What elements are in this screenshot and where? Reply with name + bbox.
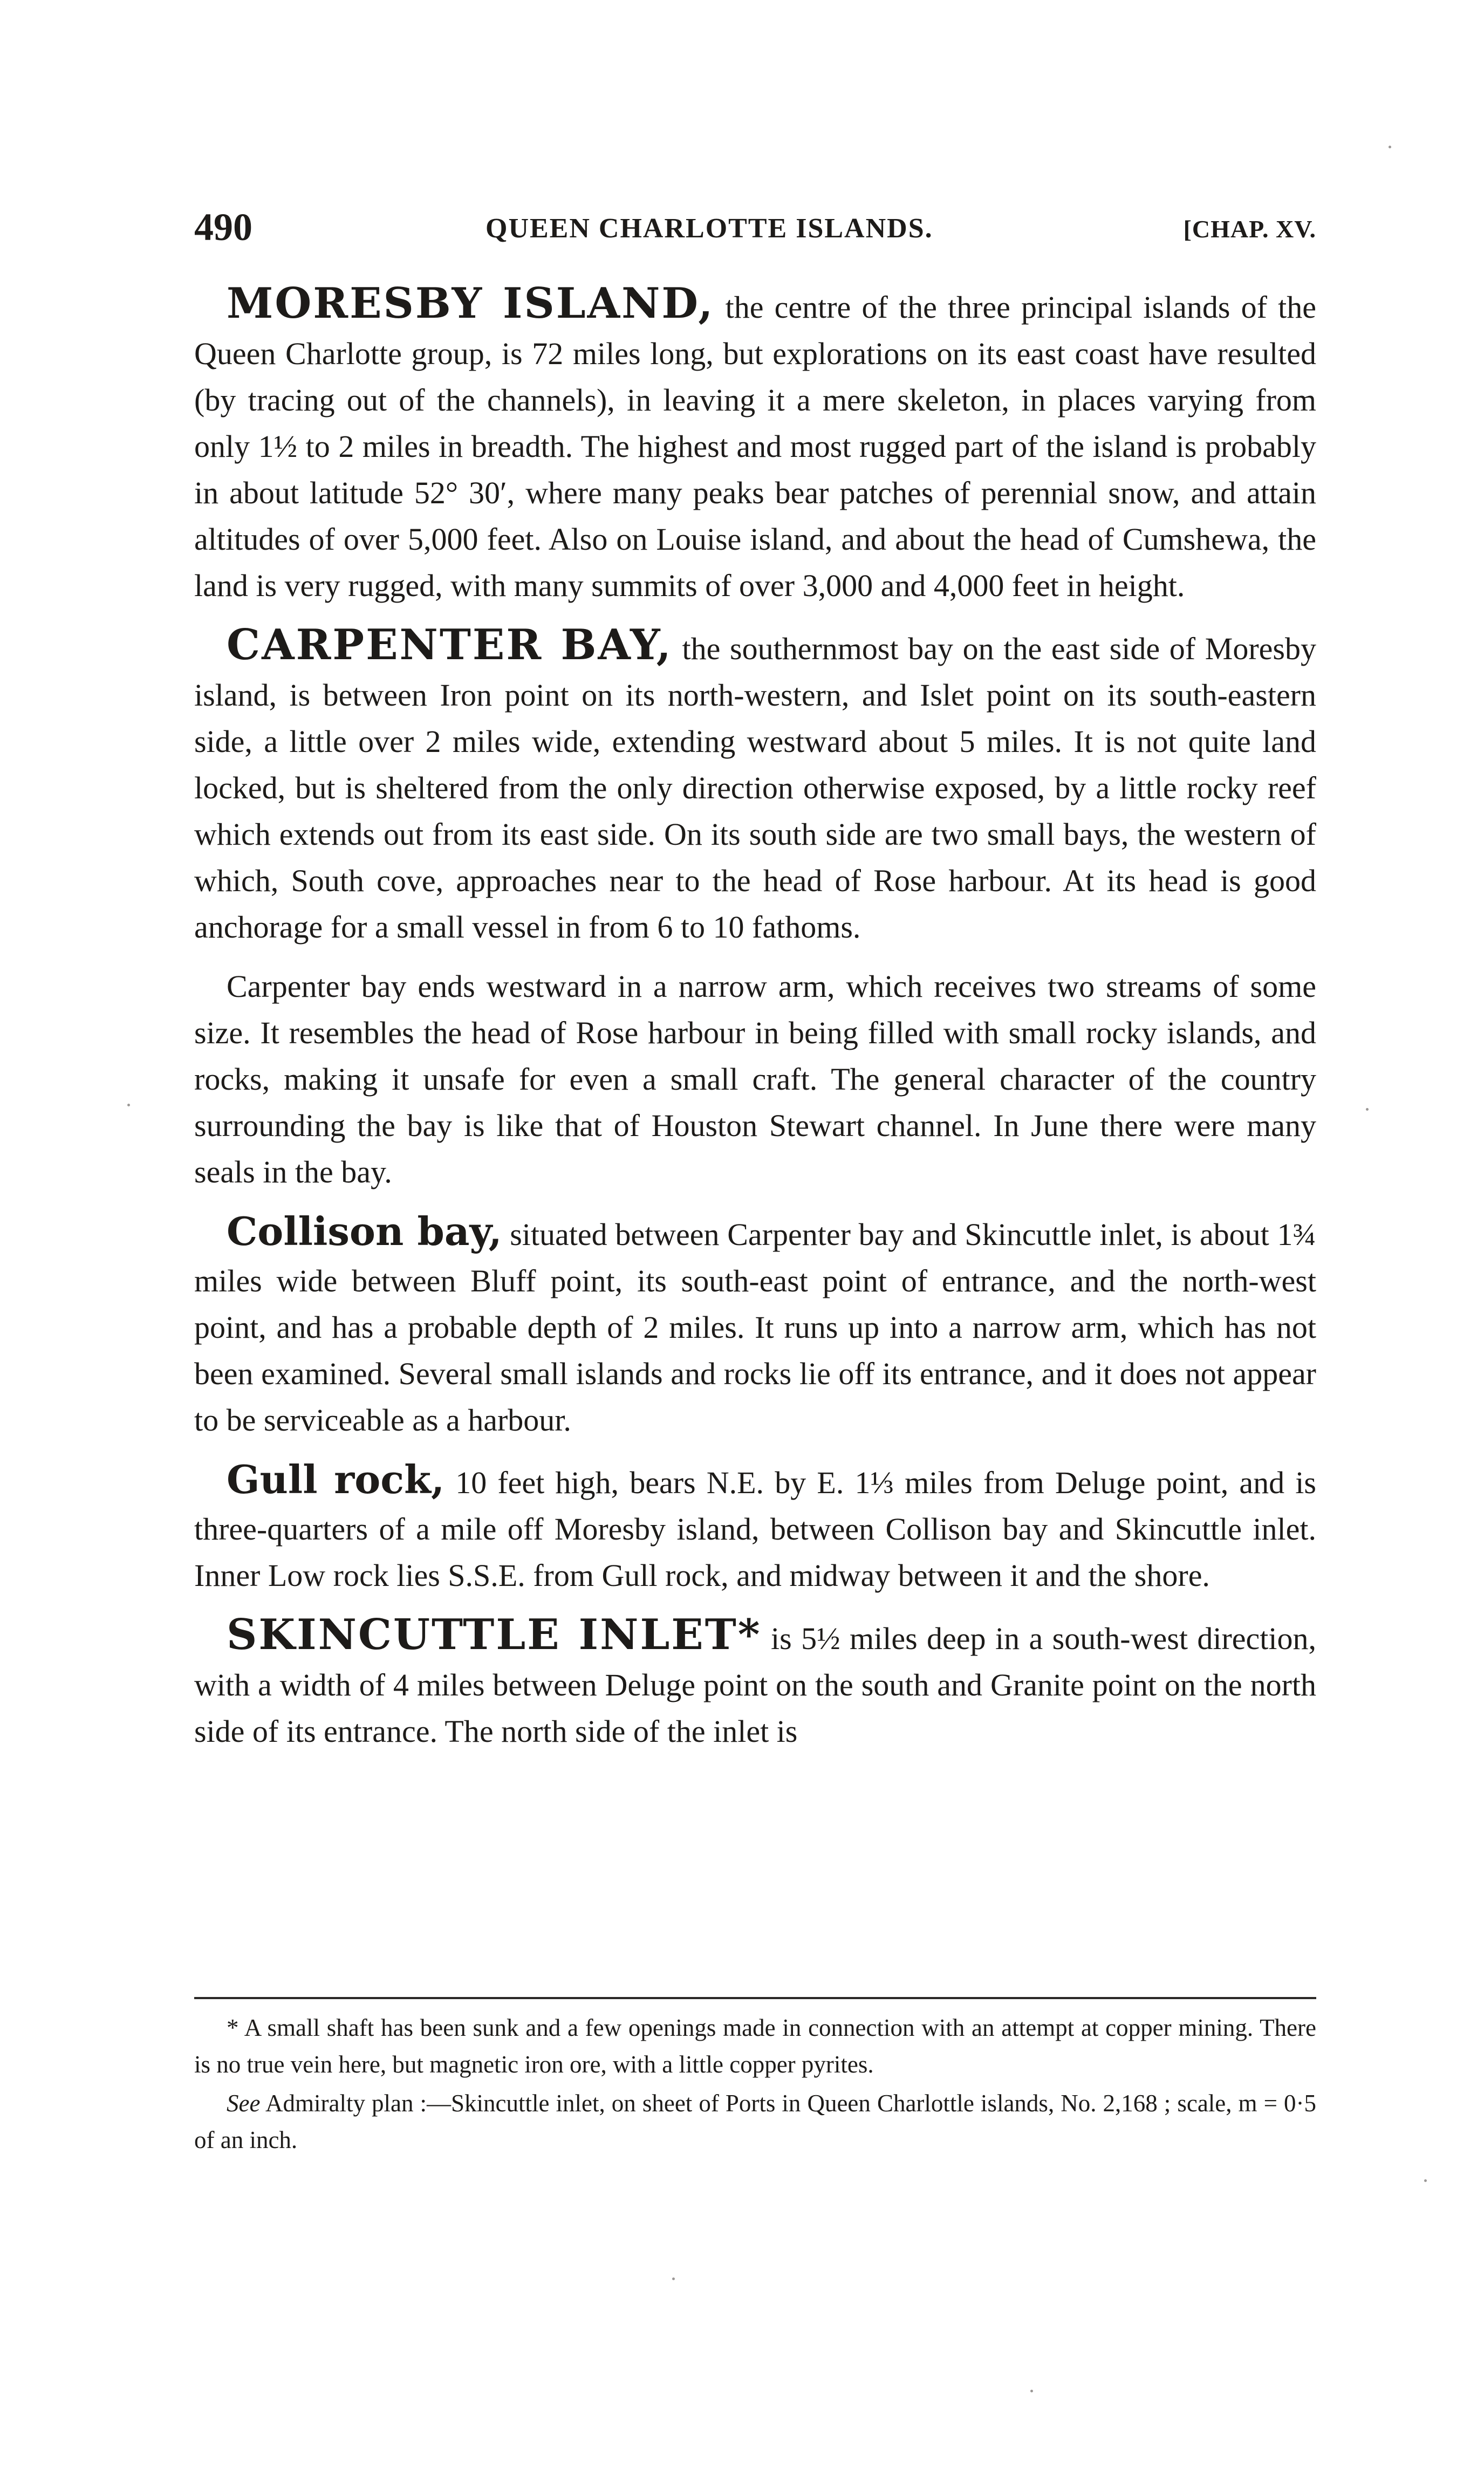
- footnote-admiralty-plan: [194, 2085, 1316, 2158]
- paper-speck: [1389, 146, 1391, 148]
- paragraph-text: is 5½ miles deep in a south-west direction, with a width of 4 miles between Deluge point on the south and Granite point on the north side of its entrance. The north side of the inlet is: [194, 1621, 1316, 1749]
- running-title: QUEEN CHARLOTTE ISLANDS.: [485, 213, 933, 244]
- footnote-see-word: See: [227, 2090, 261, 2117]
- section-heading-carpenter-bay: CARPENTER BAY,: [227, 620, 673, 669]
- footnote-plan-text: Admiralty plan :—Skincuttle inlet, on sheet of Ports in Queen Charlottle islands, No. 2,168 ; scale, m = 0·5 of an inch.: [194, 2090, 1316, 2153]
- paper-speck: [672, 2277, 675, 2280]
- page-number: 490: [194, 206, 252, 249]
- section-heading-moresby-island: MORESBY ISLAND,: [227, 279, 715, 328]
- paragraph-gull-rock: [194, 1456, 1316, 1599]
- paper-speck: [1424, 2179, 1427, 2182]
- section-heading-gull-rock: Gull rock,: [227, 1456, 445, 1502]
- footnote-copper-mining: * A small shaft has been sunk and a few openings made in connection with an attempt at copper mining. There is no true vein here, but magnetic iron ore, with a little copper pyrites.: [194, 2014, 1316, 2078]
- paragraph-collison-bay: [194, 1208, 1316, 1444]
- paper-speck: [127, 1104, 130, 1106]
- section-heading-skincuttle-inlet: SKINCUTTLE INLET*: [227, 1610, 762, 1659]
- paragraph-skincuttle-inlet: [194, 1612, 1316, 1755]
- paragraph-text: situated between Carpenter bay and Skincuttle inlet, is about 1¾ miles wide between Bluff point, its south-east point of entrance, and the north-west point, and has a probable depth of 2 miles. It runs up into a narrow arm, which has not been examined. Several small islands and rocks lie off its entrance, and it does not appear to be serviceable as a harbour.: [194, 1217, 1316, 1438]
- chapter-label: [CHAP. XV.: [1183, 215, 1316, 243]
- paper-speck: [1030, 2390, 1033, 2392]
- paper-speck: [1366, 1108, 1369, 1111]
- paragraph-carpenter-bay-2: Carpenter bay ends westward in a narrow arm, which receives two streams of some size. It resembles the head of Rose harbour in being filled with small rocky islands, and rocks, making it unsafe for even a small craft. The general character of the country surrounding the bay is like that of Houston Stewart channel. In June there were many seals in the bay.: [194, 969, 1316, 1189]
- paragraph-moresby-island: [194, 281, 1316, 609]
- paragraph-carpenter-bay: [194, 622, 1316, 950]
- paragraph-text: the southernmost bay on the east side of Moresby island, is between Iron point on its north-western, and Islet point on its south-eastern side, a little over 2 miles wide, extending westward about 5 miles. It is not quite land locked, but is sheltered from the only direction otherwise exposed, by a little rocky reef which extends out from its east side. On its south side are two small bays, the western of which, South cove, approaches near to the head of Rose harbour. At its head is good anchorage for a small vessel in from 6 to 10 fathoms.: [194, 631, 1316, 945]
- section-heading-collison-bay: Collison bay,: [227, 1208, 502, 1254]
- running-head: [194, 205, 1316, 259]
- footnote-rule: [194, 1997, 1316, 1999]
- paragraph-text: 10 feet high, bears N.E. by E. 1⅓ miles from Deluge point, and is three-quarters of a mile off Moresby island, between Collison bay and Skincuttle inlet. Inner Low rock lies S.S.E. from Gull rock, and midway between it and the shore.: [194, 1465, 1316, 1593]
- footnotes: [194, 2009, 1316, 2160]
- main-text: [194, 281, 1316, 1768]
- paragraph-text: the centre of the three principal islands of the Queen Charlotte group, is 72 miles long, but explorations on its east coast have resulted (by tracing out of the channels), in leaving it a mere skeleton, in places varying from only 1½ to 2 miles in breadth. The highest and most rugged part of the island is probably in about latitude 52° 30′, where many peaks bear patches of perennial snow, and attain altitudes of over 5,000 feet. Also on Louise island, and about the head of Cumshewa, the land is very rugged, with many summits of over 3,000 and 4,000 feet in height.: [194, 290, 1316, 603]
